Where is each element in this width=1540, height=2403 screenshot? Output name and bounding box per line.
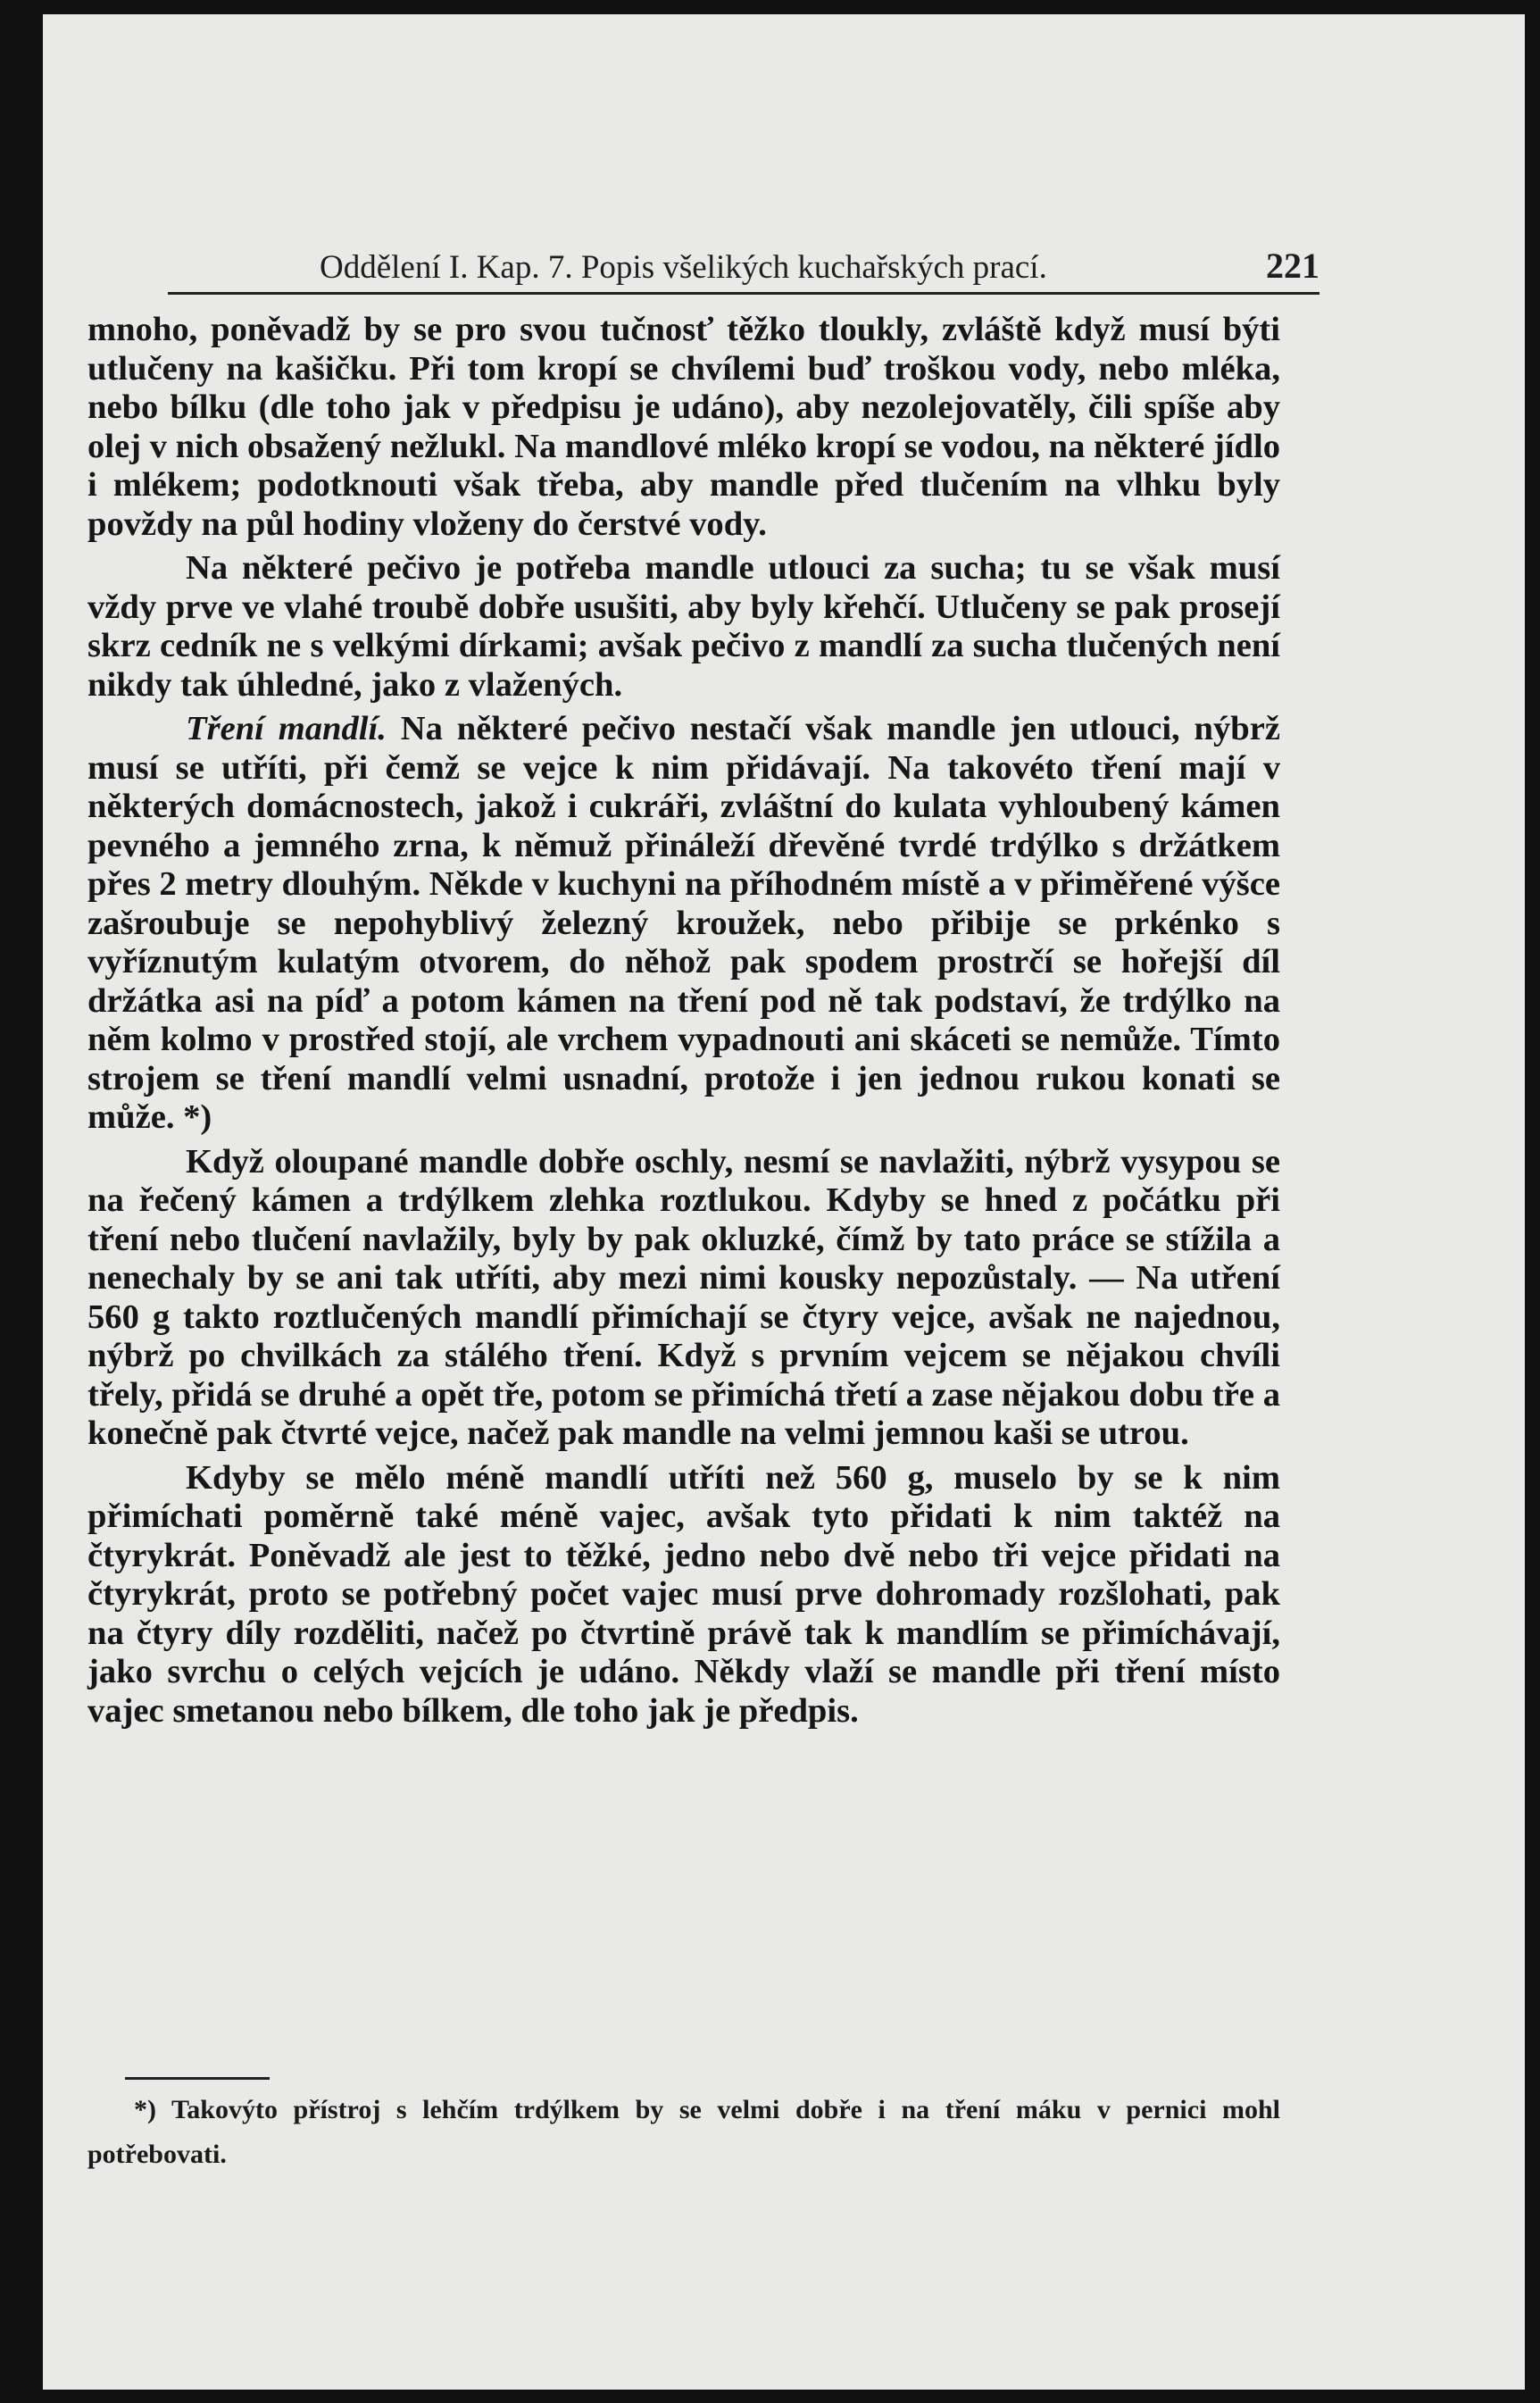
- paragraph-3-text: Na některé pečivo nestačí však mandle jen utlouci, nýbrž musí se utříti, při čemž se vejce k nim přidávají. Na takovéto tření mají v některých domácnostech, jakož i cukráři, zvláštní do kulata vyhloubený kámen pevného a jemného zrna, k němuž přináleží dřevěné tvrdé trdýlko s držátkem přes 2 metry dlouhým. Někde v kuchyni na příhodném místě a v přiměřené výšce zašroubuje se nepohyblivý železný kroužek, nebo přibije se prkénko s vyříznutým kulatým otvorem, do něhož pak spodem prostrčí se hořejší díl držátka asi na píď a potom kámen na tření pod ně tak podstaví, že trdýlko na něm kolmo v prostřed stojí, ale vrchem vypadnouti ani skáceti se nemůže. Tímto strojem se tření mandlí velmi usnadní, protože i jen jednou rukou konati se může. *): [87, 710, 1280, 1136]
- footnote: [87, 2088, 1280, 2177]
- section-title: Tření mandlí.: [186, 710, 387, 747]
- paragraph-3: [87, 710, 1280, 1138]
- footnote-mark: *): [134, 2095, 156, 2124]
- running-title: Oddělení I. Kap. 7. Popis všelikých kuchařských prací.: [320, 249, 1047, 286]
- paragraph-1: mnoho, poněvadž by se pro svou tučnosť těžko tloukly, zvláště když musí býti utlučeny na kašičku. Při tom kropí se chvílemi buď troškou vody, nebo mléka, nebo bílku (dle toho jak v předpisu je udáno), aby nezolejovatěly, čili spíše aby olej v nich obsažený nežlukl. Na mandlové mléko kropí se vodou, na některé jídlo i mlékem; podotknouti však třeba, aby mandle před tlučením na vlhku byly povždy na půl hodiny vloženy do čerstvé vody.: [87, 311, 1280, 543]
- footnote-text: Takovýto přístroj s lehčím trdýlkem by se velmi dobře i na tření máku v pernici mohl potřebovati.: [87, 2095, 1280, 2169]
- footnote-rule: [125, 2077, 270, 2080]
- paragraph-4: Když oloupané mandle dobře oschly, nesmí se navlažiti, nýbrž vysypou se na řečený kámen a trdýlkem zlehka roztlukou. Kdyby se hned z počátku při tření nebo tlučení navlažily, byly by pak okluzké, čímž by tato práce se stížila a nenechaly by se ani tak utříti, aby mezi nimi kousky nepozůstaly. — Na utření 560 g takto roztlučených mandlí přimíchají se čtyry vejce, avšak ne najednou, nýbrž po chvilkách za stálého tření. Když s prvním vejcem se nějakou chvíli třely, přidá se druhé a opět tře, potom se přimíchá třetí a zase nějakou dobu tře a konečně pak čtvrté vejce, načež pak mandle na velmi jemnou kaši se utrou.: [87, 1142, 1280, 1452]
- paragraph-2: Na některé pečivo je potřeba mandle utlouci za sucha; tu se však musí vždy prve ve vlahé troubě dobře usušiti, aby byly křehčí. Utlučeny se pak prosejí skrz cedník ne s velkými dírkami; avšak pečivo z mandlí za sucha tlučených není nikdy tak úhledné, jako z vlažených.: [87, 549, 1280, 704]
- paragraph-5: Kdyby se mělo méně mandlí utříti než 560 g, muselo by se k nim přimíchati poměrně také méně vajec, avšak tyto přidati k nim taktéž na čtyrykrát. Poněvadž ale jest to těžké, jedno nebo dvě nebo tři vejce přidati na čtyrykrát, proto se potřebný počet vajec musí prve dohromady rozšlohati, pak na čtyry díly rozděliti, načež po čtvrtině právě tak k mandlím se přimíchávají, jako svrchu o celých vejcích je udáno. Někdy vlaží se mandle při tření místo vajec smetanou nebo bílkem, dle toho jak je předpis.: [87, 1458, 1280, 1730]
- page-number: 221: [1266, 246, 1319, 286]
- body-text: [87, 311, 1280, 1736]
- running-header: [168, 230, 1319, 295]
